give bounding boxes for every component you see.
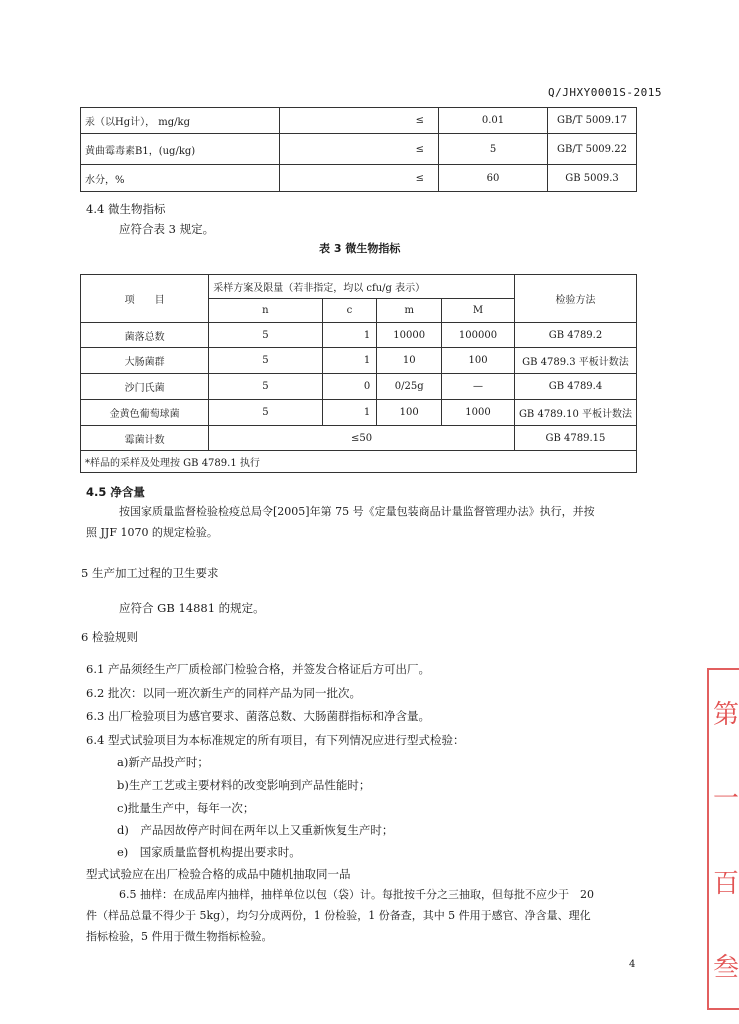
sampling-rule: 型式试验应在出厂检验合格的成品中随机抽取同一品 bbox=[86, 867, 351, 881]
table-row bbox=[81, 348, 637, 374]
clause-6-5-line2: 件（样品总量不得少于 5kg），均匀分成两份，1 份检验，1 份备查，其中 5 件用于感官、净含量、理化 bbox=[86, 909, 591, 922]
symbol-cell: ≤ bbox=[280, 134, 439, 165]
stamp-char: 叁 bbox=[712, 953, 739, 984]
header-c: c bbox=[322, 299, 377, 323]
section-text-4-4: 应符合表 3 规定。 bbox=[119, 222, 215, 236]
section-text-4-5-line1: 按国家质量监督检验检疫总局令[2005]年第 75 号《定量包装商品计量监督管理办法》执行，并按 bbox=[119, 505, 595, 518]
c-cell: 1 bbox=[322, 323, 377, 348]
item-cell: 金黄色葡萄球菌 bbox=[81, 400, 209, 426]
n-cell: 5 bbox=[209, 374, 322, 400]
n-cell: 5 bbox=[209, 400, 322, 426]
M-cell: — bbox=[442, 374, 515, 400]
section-text-5: 应符合 GB 14881 的规定。 bbox=[119, 601, 265, 615]
method-cell: GB 5009.3 bbox=[548, 165, 637, 192]
M-cell: 100000 bbox=[442, 323, 515, 348]
list-item-c: c)批量生产中，每年一次； bbox=[117, 801, 255, 815]
section-heading-4-5: 4.5 净含量 bbox=[86, 485, 145, 499]
method-cell: GB 4789.3 平板计数法 bbox=[514, 348, 636, 374]
item-cell: 黄曲霉毒素B1，(ug/kg) bbox=[81, 134, 280, 165]
table-title: 表 3 微生物指标 bbox=[319, 242, 401, 255]
table-row bbox=[81, 426, 637, 451]
symbol-cell: ≤ bbox=[280, 165, 439, 192]
header-item: 项 目 bbox=[81, 275, 209, 323]
m-cell: 10000 bbox=[377, 323, 442, 348]
section-text-4-5-line2: 照 JJF 1070 的规定检验。 bbox=[86, 526, 218, 539]
method-cell: GB/T 5009.17 bbox=[548, 108, 637, 134]
list-item-a: a)新产品投产时； bbox=[117, 755, 209, 769]
n-cell: 5 bbox=[209, 323, 322, 348]
m-cell: 0/25g bbox=[377, 374, 442, 400]
value-cell: 60 bbox=[439, 165, 548, 192]
table-row bbox=[81, 165, 637, 192]
value-cell: 0.01 bbox=[439, 108, 548, 134]
table-note-row bbox=[81, 451, 637, 473]
header-m: m bbox=[377, 299, 442, 323]
method-cell: GB 4789.15 bbox=[514, 426, 636, 451]
header-M: M bbox=[442, 299, 515, 323]
stamp-char: 第 bbox=[712, 699, 739, 730]
table-row bbox=[81, 323, 637, 348]
method-cell: GB 4789.2 bbox=[514, 323, 636, 348]
symbol-cell: ≤ bbox=[280, 108, 439, 134]
item-cell: 水分，% bbox=[81, 165, 280, 192]
red-seal-stamp bbox=[707, 668, 739, 1010]
limit-cell: ≤50 bbox=[209, 426, 515, 451]
table-row bbox=[81, 374, 637, 400]
M-cell: 100 bbox=[442, 348, 515, 374]
list-item-b: b)生产工艺或主要材料的改变影响到产品性能时； bbox=[117, 778, 371, 792]
section-heading-4-4: 4.4 微生物指标 bbox=[86, 202, 166, 216]
section-heading-6: 6 检验规则 bbox=[81, 630, 138, 644]
item-cell: 霉菌计数 bbox=[81, 426, 209, 451]
method-cell: GB/T 5009.22 bbox=[548, 134, 637, 165]
list-item-d: d) 产品因故停产时间在两年以上又重新恢复生产时； bbox=[117, 823, 394, 837]
clause-6-5-line3: 指标检验，5 件用于微生物指标检验。 bbox=[86, 930, 273, 943]
microbial-table bbox=[80, 274, 637, 473]
c-cell: 0 bbox=[322, 374, 377, 400]
header-method: 检验方法 bbox=[514, 275, 636, 323]
clause-6-4: 6.4 型式试验项目为本标准规定的所有项目，有下列情况应进行型式检验： bbox=[86, 733, 465, 747]
contaminant-table bbox=[80, 107, 637, 192]
stamp-char: 一 bbox=[712, 784, 739, 815]
stamp-char: 百 bbox=[712, 868, 739, 899]
page-number: 4 bbox=[629, 959, 636, 970]
table-row bbox=[81, 134, 637, 165]
list-item-e: e) 国家质量监督机构提出要求时。 bbox=[117, 845, 301, 859]
clause-6-3: 6.3 出厂检验项目为感官要求、菌落总数、大肠菌群指标和净含量。 bbox=[86, 709, 430, 723]
method-cell: GB 4789.4 bbox=[514, 374, 636, 400]
clause-6-2: 6.2 批次：以同一班次新生产的同样产品为同一批次。 bbox=[86, 686, 361, 700]
header-plan: 采样方案及限量（若非指定，均以 cfu/g 表示） bbox=[209, 275, 515, 299]
method-cell: GB 4789.10 平板计数法 bbox=[514, 400, 636, 426]
value-cell: 5 bbox=[439, 134, 548, 165]
m-cell: 100 bbox=[377, 400, 442, 426]
item-cell: 大肠菌群 bbox=[81, 348, 209, 374]
table-row bbox=[81, 400, 637, 426]
M-cell: 1000 bbox=[442, 400, 515, 426]
table-note: *样品的采样及处理按 GB 4789.1 执行 bbox=[81, 451, 637, 473]
item-cell: 沙门氏菌 bbox=[81, 374, 209, 400]
item-cell: 菌落总数 bbox=[81, 323, 209, 348]
c-cell: 1 bbox=[322, 400, 377, 426]
m-cell: 10 bbox=[377, 348, 442, 374]
item-cell: 汞（以Hg计）， mg/kg bbox=[81, 108, 280, 134]
n-cell: 5 bbox=[209, 348, 322, 374]
table-row bbox=[81, 108, 637, 134]
section-heading-5: 5 生产加工过程的卫生要求 bbox=[81, 566, 219, 580]
table-header-row bbox=[81, 275, 637, 299]
header-n: n bbox=[209, 299, 322, 323]
clause-6-5-line1: 6.5 抽样：在成品库内抽样，抽样单位以包（袋）计。每批按千分之三抽取，但每批不应少于 20 bbox=[119, 888, 594, 901]
clause-6-1: 6.1 产品须经生产厂质检部门检验合格，并签发合格证后方可出厂。 bbox=[86, 662, 430, 676]
document-code: Q/JHXY0001S-2015 bbox=[548, 86, 662, 99]
c-cell: 1 bbox=[322, 348, 377, 374]
